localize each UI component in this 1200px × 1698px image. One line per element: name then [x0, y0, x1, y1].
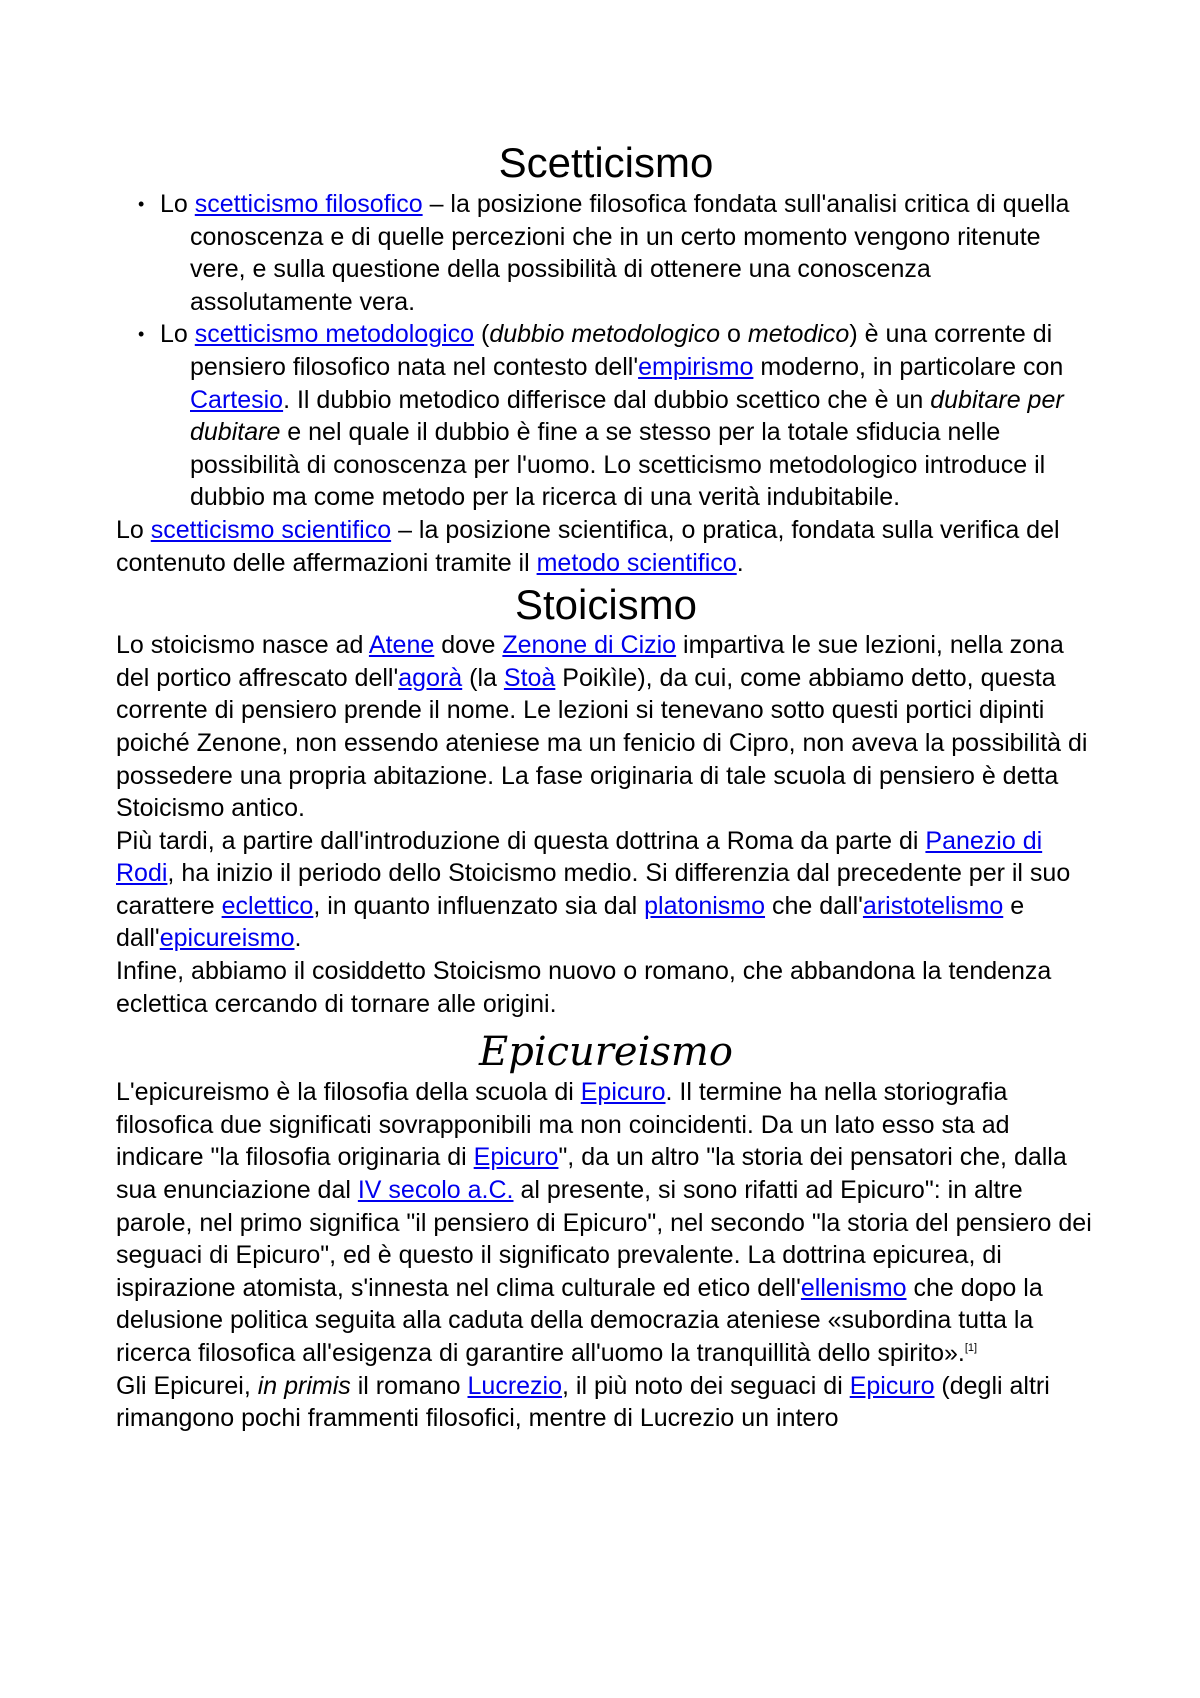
- link-epicuro[interactable]: Epicuro: [580, 1078, 666, 1107]
- text-run: Lo: [160, 190, 195, 218]
- link-stoa[interactable]: Stoà: [503, 663, 556, 692]
- text-run: e dall': [116, 891, 1025, 953]
- document-page: [116, 140, 1096, 1435]
- text-run: ) è una corrente di pensiero filosofico nata nel contesto dell': [190, 320, 1053, 381]
- link-scetticismo-filosofico[interactable]: scetticismo filosofico: [194, 190, 423, 218]
- text-run: .: [294, 924, 302, 953]
- text-run: Lo: [116, 515, 151, 544]
- text-run: dove: [434, 631, 503, 660]
- link-ellenismo[interactable]: ellenismo: [800, 1273, 907, 1302]
- text-run: Infine, abbiamo il cosiddetto Stoicismo nuovo o romano, che abbandona la tendenza eclettica cercando di tornare alle origini.: [116, 957, 1052, 1018]
- link-epicureismo[interactable]: epicureismo: [159, 924, 295, 953]
- bullet-icon: •: [138, 194, 145, 214]
- text-run: Lo stoicismo nasce ad: [116, 631, 369, 660]
- paragraph-epicureismo-2: [116, 1370, 1096, 1435]
- text-run: Lo: [160, 320, 195, 349]
- text-run: Poikìle), da cui, come abbiamo detto, questa corrente di pensiero prende il nome. Le lezioni si tenevano sotto questi portici dipinti poiché Zenone, non essendo ateniese ma un fenicio di Cipro, non aveva la possibilità di possedere una propria abitazione. La fase originaria di tale scuola di pensiero è detta Stoicismo antico.: [116, 663, 1088, 823]
- link-panezio-di-rodi[interactable]: Panezio di Rodi: [116, 826, 1043, 888]
- text-run: . Il dubbio metodico differisce dal dubbio scettico che è un: [283, 385, 931, 414]
- list-item: [116, 318, 1096, 514]
- text-run: che dopo la delusione politica seguita alla caduta della democrazia ateniese «subordina tutta la ricerca filosofica all'esigenza di garantire all'uomo la tranquillità dello spirito».: [116, 1273, 1043, 1367]
- paragraph-stoicismo-3: [116, 955, 1096, 1020]
- link-epicuro[interactable]: Epicuro: [473, 1143, 559, 1172]
- text-run: .: [736, 548, 744, 577]
- text-run: , in quanto influenzato sia dal: [313, 891, 645, 920]
- link-iv-secolo[interactable]: IV secolo a.C.: [357, 1176, 514, 1205]
- link-lucrezio[interactable]: Lucrezio: [467, 1371, 563, 1400]
- text-run: il romano: [350, 1371, 468, 1400]
- paragraph-scetticismo-scientifico: [116, 514, 1096, 579]
- text-run: ", da un altro "la storia dei pensatori che, dalla sua enunciazione dal: [116, 1143, 1067, 1205]
- link-atene[interactable]: Atene: [368, 631, 435, 660]
- text-run: al presente, si sono rifatti ad Epicuro": in altre parole, nel primo significa "il pensiero di Epicuro", nel secondo "la storia del pensiero dei seguaci di Epicuro", ed è questo il significato prevalente. La dottrina epicurea, di ispirazione atomista, s'innesta nel clima culturale ed etico dell': [116, 1176, 1092, 1302]
- heading-epicureismo: Epicureismo: [479, 1029, 733, 1076]
- link-epicuro[interactable]: Epicuro: [849, 1371, 935, 1400]
- heading-stoicismo: Stoicismo: [514, 581, 698, 629]
- link-scetticismo-scientifico[interactable]: scetticismo scientifico: [150, 515, 392, 544]
- text-run: , ha inizio il periodo dello Stoicismo medio. Si differenzia dal precedente per il suo carattere: [116, 859, 1071, 920]
- link-eclettico[interactable]: eclettico: [221, 891, 314, 920]
- link-empirismo[interactable]: empirismo: [638, 352, 754, 381]
- link-cartesio[interactable]: Cartesio: [190, 385, 284, 414]
- emphasis-text: in primis: [257, 1371, 351, 1400]
- text-run: (: [474, 320, 490, 349]
- link-agora[interactable]: agorà: [398, 663, 463, 692]
- emphasis-text: dubitare per dubitare: [190, 385, 1064, 447]
- text-run: impartiva le sue lezioni, nella zona del portico affrescato dell': [116, 631, 1064, 692]
- text-run: Gli Epicurei,: [116, 1371, 258, 1400]
- text-run: – la posizione filosofica fondata sull'analisi critica di quella conoscenza e di quelle percezioni che in un certo momento vengono ritenute vere, e sulla questione della possibilità di ottenere una conoscenza assolutamente vera.: [190, 190, 1070, 316]
- text-run: – la posizione scientifica, o pratica, fondata sulla verifica del contenuto delle affermazioni tramite il: [116, 515, 1060, 577]
- text-run: moderno, in particolare con: [753, 352, 1064, 381]
- text-run: che dall': [765, 891, 863, 920]
- bullet-icon: •: [138, 324, 145, 345]
- link-aristotelismo[interactable]: aristotelismo: [862, 891, 1004, 920]
- link-zenone-di-cizio[interactable]: Zenone di Cizio: [502, 631, 677, 660]
- text-run: (degli altri rimangono pochi frammenti filosofici, mentre di Lucrezio un intero: [116, 1371, 1050, 1433]
- scetticismo-list: [116, 188, 1096, 514]
- paragraph-epicureismo-1: [116, 1076, 1096, 1369]
- emphasis-text: metodico: [747, 320, 850, 349]
- list-item: [116, 188, 1096, 318]
- text-run: e nel quale il dubbio è fine a se stesso per la totale sfiducia nelle possibilità di conoscenza per l'uomo. Lo scetticismo metodologico introduce il dubbio ma come metodo per la ricerca di una verità indubitabile.: [190, 418, 1046, 512]
- text-run: . Il termine ha nella storiografia filosofica due significati sovrapponibili ma non coincidenti. Da un lato esso sta ad indicare "la filosofia originaria di: [116, 1078, 1010, 1172]
- link-metodo-scientifico[interactable]: metodo scientifico: [536, 548, 737, 577]
- footnote-reference[interactable]: [1]: [964, 1342, 978, 1354]
- text-run: , il più noto dei seguaci di: [562, 1371, 850, 1400]
- heading-scetticismo: Scetticismo: [498, 139, 714, 186]
- paragraph-stoicismo-2: [116, 825, 1096, 955]
- emphasis-text: dubbio metodologico: [489, 320, 721, 349]
- link-platonismo[interactable]: platonismo: [644, 891, 766, 920]
- text-run: (la: [462, 663, 504, 692]
- text-run: o: [720, 320, 748, 349]
- link-scetticismo-metodologico[interactable]: scetticismo metodologico: [194, 320, 475, 349]
- text-run: Più tardi, a partire dall'introduzione di questa dottrina a Roma da parte di: [116, 826, 926, 855]
- text-run: L'epicureismo è la filosofia della scuola di: [116, 1078, 581, 1107]
- paragraph-stoicismo-1: [116, 629, 1096, 825]
